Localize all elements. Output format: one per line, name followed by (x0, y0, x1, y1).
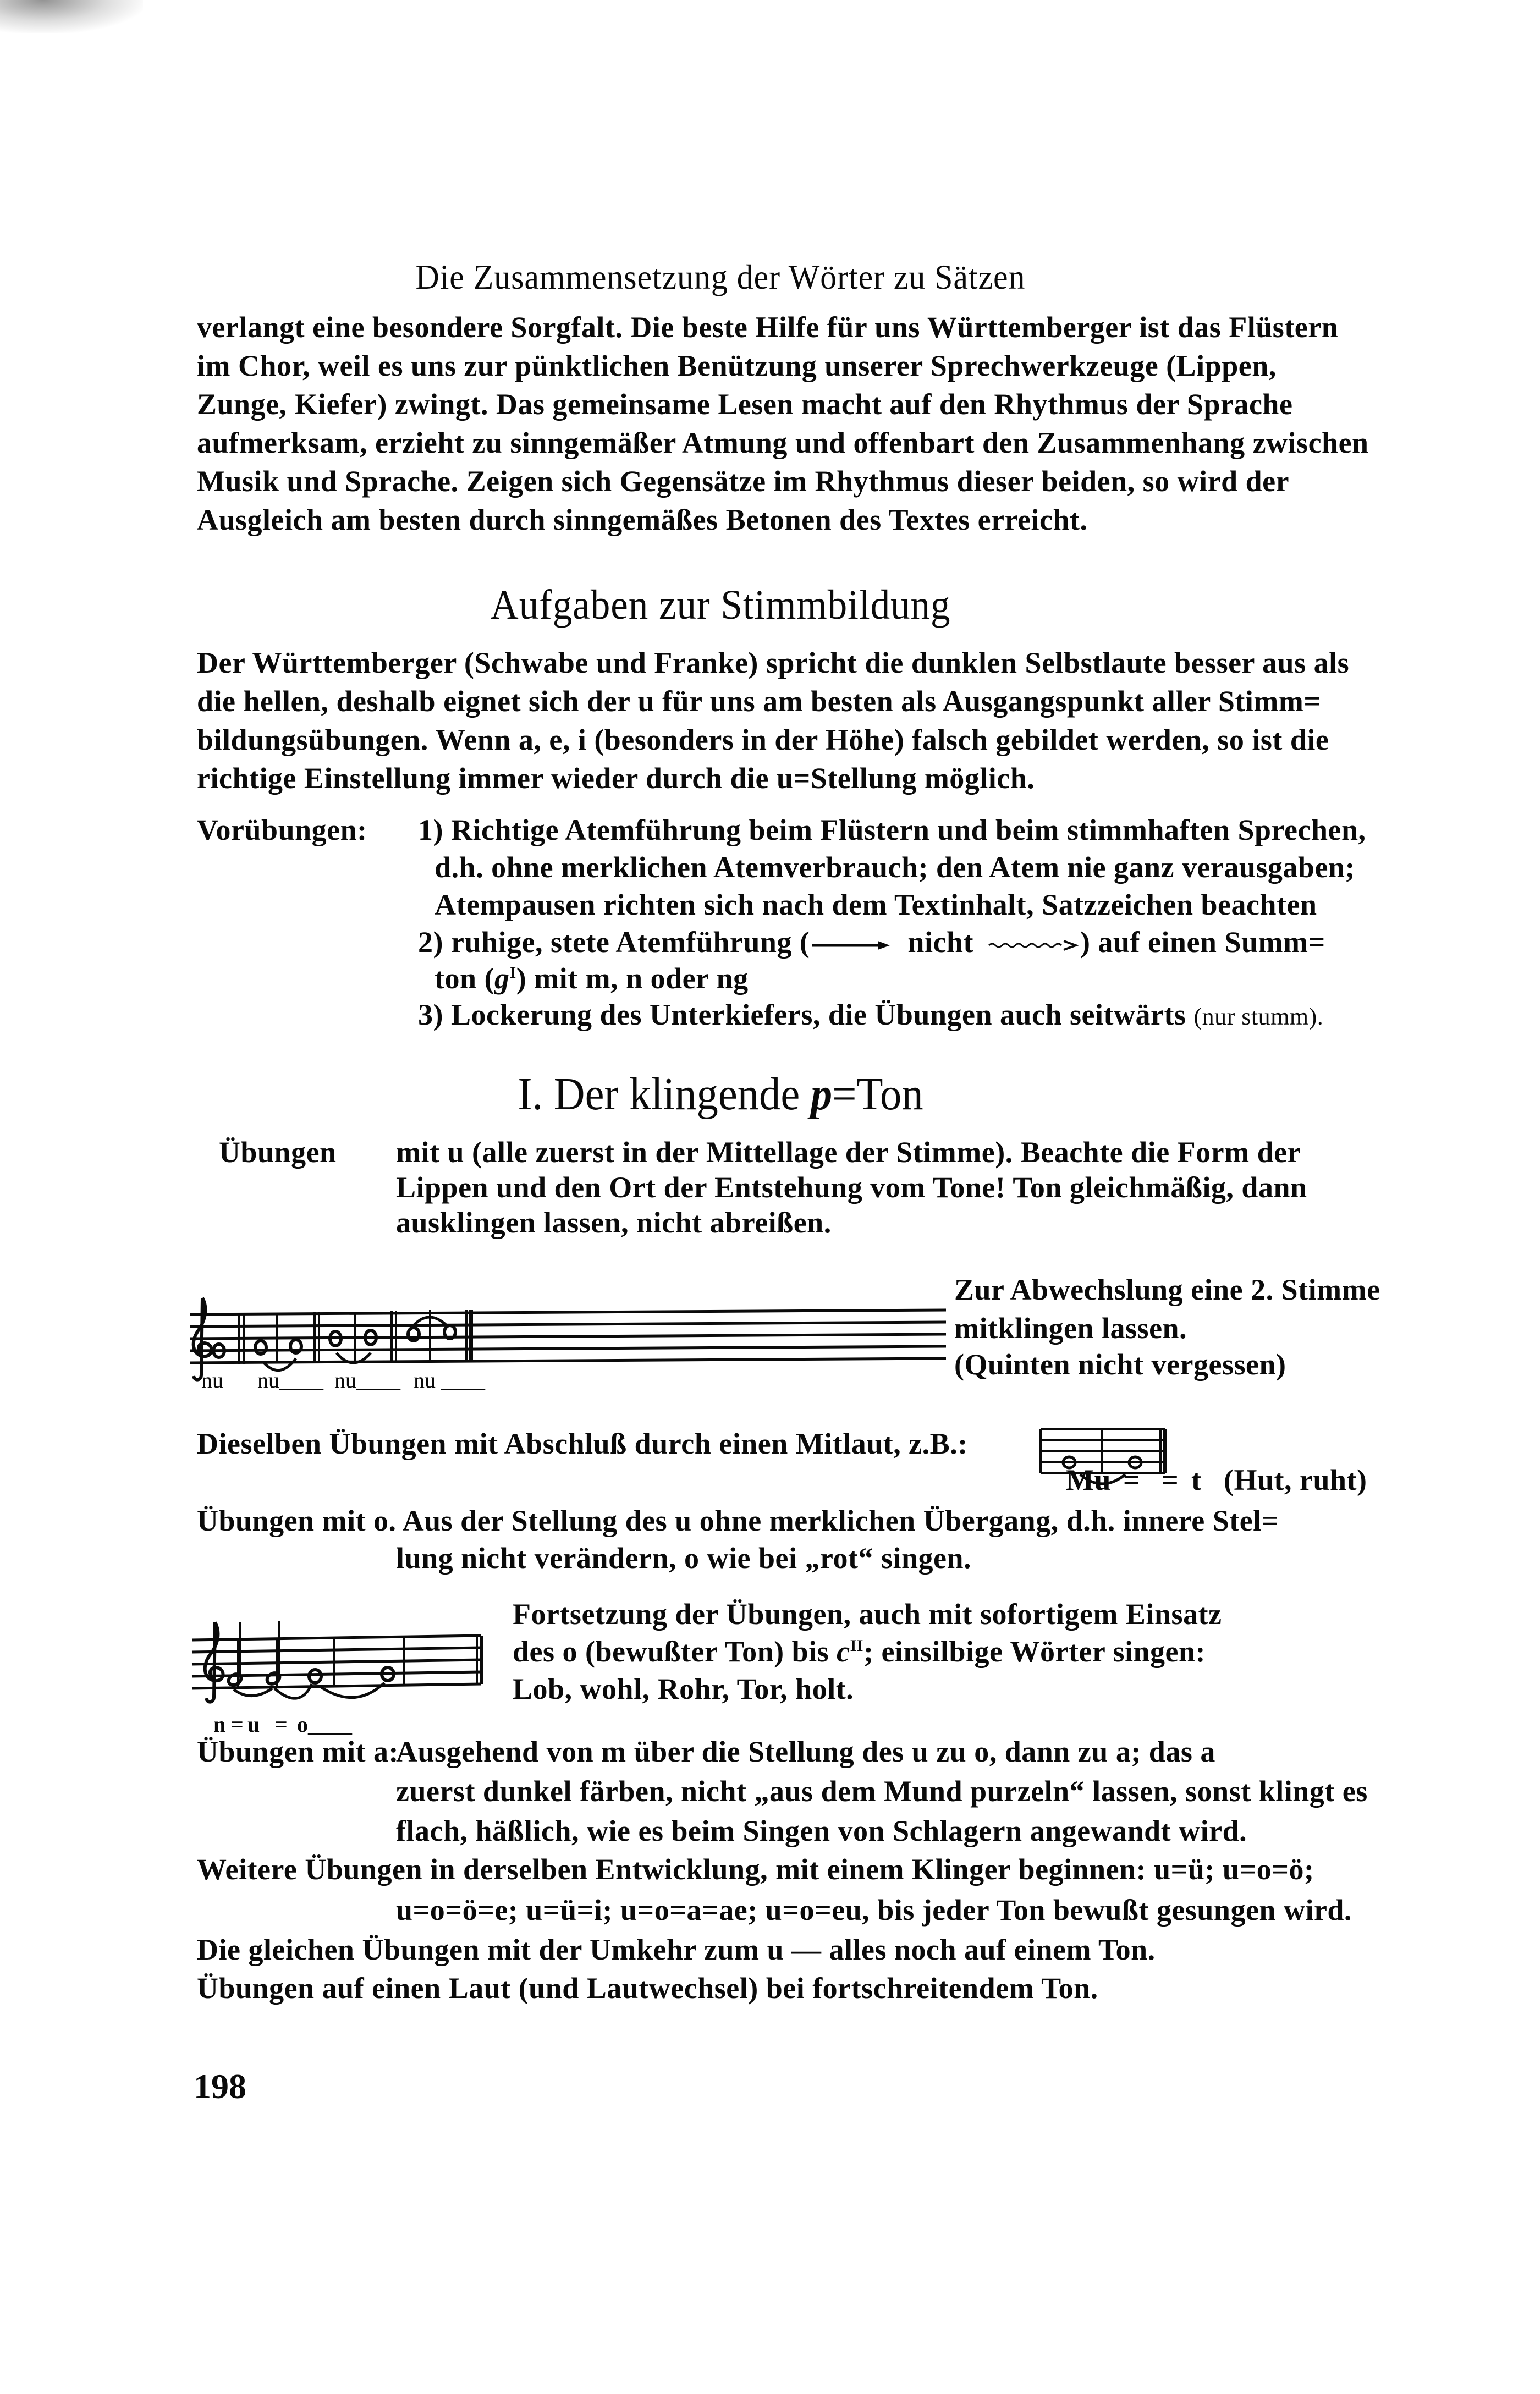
vorubung-1-line: Atempausen richten sich nach dem Textinhalt, Satzzeichen beachten (435, 888, 1317, 921)
heading-stimmbildung: Aufgaben zur Stimmbildung (490, 582, 951, 628)
pitch-note-sup: II (850, 1637, 864, 1655)
ubungen-a-label: Übungen mit a: (197, 1735, 399, 1768)
vorubung-2-line (418, 927, 1326, 957)
note-stems (240, 1621, 279, 1677)
ubungen-u-line: ausklingen lassen, nicht abreißen. (396, 1206, 832, 1239)
steady-arrow-icon (810, 939, 892, 952)
page-number: 198 (194, 2067, 246, 2106)
staff-1-syllable: nu (201, 1368, 223, 1393)
staff-1-syllable: nu____ (257, 1368, 323, 1393)
wavy-arrow-icon (987, 939, 1080, 952)
staff-1-side-text: (Quinten nicht vergessen) (954, 1348, 1286, 1381)
heading-3-dynamic: p (810, 1069, 833, 1120)
music-staff-2 (190, 1622, 487, 1705)
vorubung-1-line: d.h. ohne merklichen Atemverbrauch; den Atem nie ganz verausgaben; (435, 851, 1355, 884)
summton-pre: ton ( (435, 962, 494, 995)
summton-post: ) mit m, n oder ng (516, 962, 749, 995)
section-title: Die Zusammensetzung der Wörter zu Sätzen (415, 257, 1026, 296)
pitch-note-sup: I (509, 964, 516, 982)
whole-note (408, 1328, 419, 1341)
slur (234, 1688, 272, 1696)
staff-1-syllable: nu ____ (414, 1368, 485, 1393)
staff-2-side-text-part: ; einsilbige Wörter singen: (863, 1635, 1206, 1668)
staff-2-syllable: o____ (297, 1712, 352, 1737)
heading-3-suffix: =Ton (832, 1069, 923, 1120)
staff-2-syllable: = (275, 1712, 288, 1737)
whole-note (255, 1341, 266, 1354)
staff-2-side-text: Fortsetzung der Übungen, auch mit sofortigem Einsatz (513, 1598, 1222, 1631)
mitlaut-syllable: t (1191, 1463, 1202, 1496)
paragraph-line: die hellen, deshalb eignet sich der u für uns am besten als Ausgangspunkt aller Stimm= (197, 685, 1321, 718)
staff-lines (192, 1636, 481, 1688)
staff-2-syllable: n (213, 1712, 226, 1737)
vorubung-2-line2 (435, 964, 749, 993)
staff-1-side-text: mitklingen lassen. (954, 1312, 1187, 1345)
treble-clef-icon (205, 1622, 223, 1702)
paragraph-line: Ausgleich am besten durch sinngemäßes Betonen des Textes erreicht. (197, 503, 1088, 536)
ubungen-a-line: zuerst dunkel färben, nicht „aus dem Mund purzeln“ lassen, sonst klingt es (396, 1775, 1368, 1808)
staff-lines (190, 1310, 946, 1363)
paragraph-line: richtige Einstellung immer wieder durch die u=Stellung möglich. (197, 762, 1035, 795)
paragraph-line: bildungsübungen. Wenn a, e, i (besonders in der Höhe) falsch gebildet werden, so ist die (197, 723, 1329, 756)
vorubung-2-mid: nicht (908, 926, 974, 959)
notes (213, 1325, 455, 1357)
pitch-note: c (837, 1635, 850, 1668)
mitlaut-examples: (Hut, ruht) (1224, 1463, 1367, 1496)
paragraph-line: im Chor, weil es uns zur pünktlichen Benützung unserer Sprechwerkzeuge (Lippen, (197, 349, 1277, 382)
paragraph-line: aufmerksam, erzieht zu sinngemäßer Atmung und offenbart den Zusammenhang zwischen (197, 426, 1369, 459)
staff-1-syllable: nu____ (334, 1368, 400, 1393)
staff-2-syllable: u (248, 1712, 260, 1737)
staff-1-side-text: Zur Abwechslung eine 2. Stimme (954, 1273, 1380, 1306)
heading-klingende-ton (0, 1071, 1441, 1118)
ubungen-a-line: Ausgehend von m über die Stellung des u zu o, dann zu a; das a (396, 1735, 1216, 1768)
heading-3-prefix: I. Der klingende (518, 1069, 800, 1120)
whole-note (309, 1670, 321, 1683)
staff-2-side-line-2 (513, 1637, 1206, 1666)
mitlaut-syllable: = (1123, 1463, 1141, 1496)
half-note (227, 1672, 243, 1687)
dieselben-text: Dieselben Übungen mit Abschluß durch einen Mitlaut, z.B.: (197, 1427, 968, 1460)
paragraph-line: verlangt eine besondere Sorgfalt. Die beste Hilfe für uns Württemberger ist das Flüstern (197, 311, 1339, 344)
staff-2-side-text-part: des o (bewußter Ton) bis (513, 1635, 829, 1668)
half-note (265, 1671, 282, 1686)
vorubung-1-line: 1) Richtige Atemführung beim Flüstern und beim stimmhaften Sprechen, (418, 813, 1366, 846)
weitere-line: Weitere Übungen in derselben Entwicklung, mit einem Klinger beginnen: u=ü; u=o=ö; (197, 1853, 1314, 1886)
vorubung-2-post: ) auf einen Summ= (1080, 926, 1326, 959)
ubungen-u-line: Lippen und den Ort der Entstehung vom Tone! Ton gleichmäßig, dann (396, 1171, 1307, 1204)
paragraph-line: Musik und Sprache. Zeigen sich Gegensätze im Rhythmus dieser beiden, so wird der (197, 465, 1290, 498)
staff-2-side-text: Lob, wohl, Rohr, Tor, holt. (513, 1672, 854, 1705)
die-gleichen-line: Die gleichen Übungen mit der Umkehr zum u — alles noch auf einem Ton. (197, 1933, 1156, 1966)
paragraph-line: Der Württemberger (Schwabe und Franke) spricht die dunklen Selbstlaute besser aus als (197, 646, 1350, 679)
paragraph-line: Zunge, Kiefer) zwingt. Das gemeinsame Lesen macht auf den Rhythmus der Sprache (197, 388, 1293, 421)
vorubung-3-line (418, 1000, 1323, 1030)
ubungen-o-line: lung nicht verändern, o wie bei „rot“ singen. (396, 1542, 972, 1575)
ubungen-a-line: flach, häßlich, wie es beim Singen von Schlagern angewandt wird. (396, 1814, 1247, 1847)
mitlaut-syllable: = (1162, 1463, 1179, 1496)
vorubungen-label: Vorübungen: (197, 813, 367, 846)
ubungen-u-label: Übungen (219, 1136, 337, 1169)
mitlaut-syllable: Mu (1066, 1463, 1111, 1496)
staff-2-syllable: = (231, 1712, 244, 1737)
vorubung-2-pre: 2) ruhige, stete Atemführung ( (418, 926, 810, 959)
ubungen-laut-line: Übungen auf einen Laut (und Lautwechsel) bei fortschreitendem Ton. (197, 1972, 1098, 2005)
scan-smudge (0, 0, 143, 33)
weitere-line: u=o=ö=e; u=ü=i; u=o=a=ae; u=o=eu, bis jeder Ton bewußt gesungen wird. (396, 1894, 1352, 1927)
ubungen-o-line: Übungen mit o. Aus der Stellung des u ohne merklichen Übergang, d.h. innere Stel= (197, 1504, 1279, 1537)
pitch-note: g (494, 962, 510, 995)
vorubung-3-small: (nur stumm). (1194, 1003, 1324, 1030)
vorubung-3-text: 3) Lockerung des Unterkiefers, die Übungen auch seitwärts (418, 998, 1186, 1031)
ubungen-u-line: mit u (alle zuerst in der Mittellage der Stimme). Beachte die Form der (396, 1136, 1301, 1169)
